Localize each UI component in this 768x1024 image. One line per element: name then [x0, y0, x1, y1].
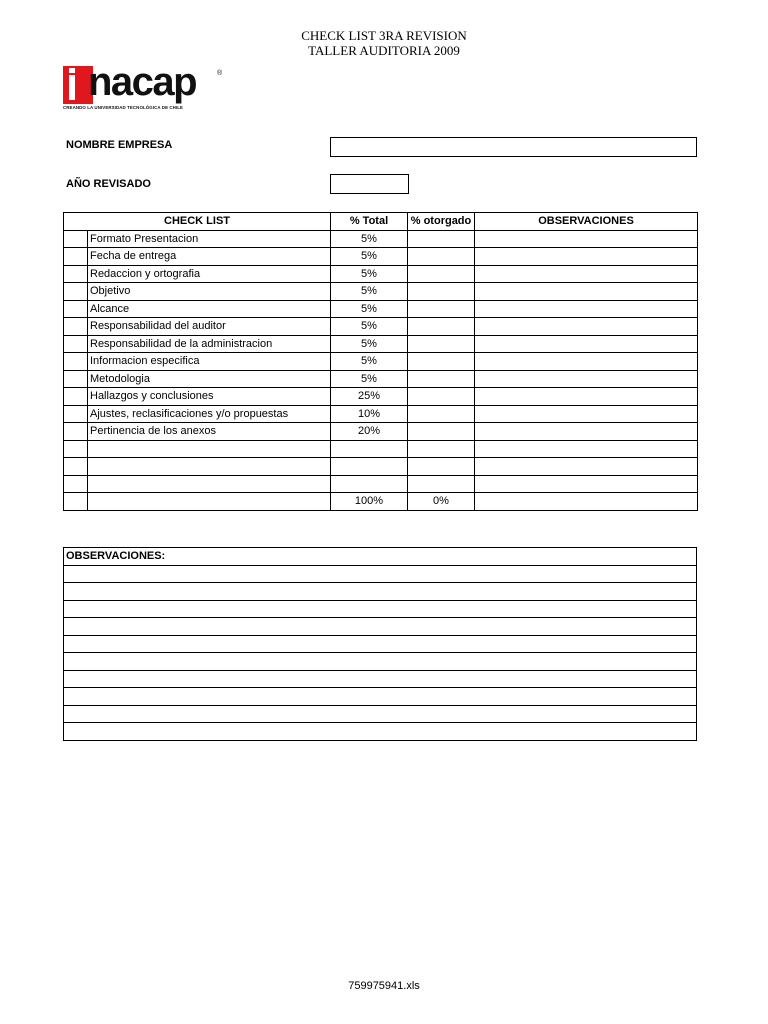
row-total: 5% [331, 335, 408, 353]
observation-line-cell[interactable] [64, 583, 697, 601]
row-observaciones[interactable] [475, 265, 698, 283]
logo-wordmark: nacap [88, 60, 197, 104]
row-observaciones[interactable] [475, 283, 698, 301]
row-item: Alcance [88, 300, 331, 318]
row-check-cell[interactable] [64, 318, 88, 336]
row-check-cell[interactable] [64, 475, 88, 493]
row-item: Objetivo [88, 283, 331, 301]
row-total: 5% [331, 318, 408, 336]
company-label: NOMBRE EMPRESA [66, 139, 173, 151]
observations-header-row [64, 548, 697, 566]
observation-line[interactable] [64, 705, 697, 723]
row-check-cell[interactable] [64, 423, 88, 441]
row-item [88, 475, 331, 493]
row-otorgado[interactable] [408, 230, 475, 248]
table-row [64, 230, 698, 248]
row-total [331, 440, 408, 458]
row-observaciones[interactable] [475, 388, 698, 406]
table-row [64, 458, 698, 476]
row-check-cell[interactable] [64, 440, 88, 458]
row-check-cell[interactable] [64, 265, 88, 283]
observations-table [63, 547, 697, 741]
row-check-cell[interactable] [64, 335, 88, 353]
year-field[interactable] [330, 174, 409, 194]
row-check-cell[interactable] [64, 300, 88, 318]
row-observaciones[interactable] [475, 318, 698, 336]
header-checklist: CHECK LIST [64, 213, 331, 231]
document-title: CHECK LIST 3RA REVISION [301, 28, 467, 43]
row-observaciones[interactable] [475, 353, 698, 371]
row-item: Fecha de entrega [88, 248, 331, 266]
row-item: Informacion especifica [88, 353, 331, 371]
observation-line[interactable] [64, 635, 697, 653]
row-total: 5% [331, 300, 408, 318]
row-total: 25% [331, 388, 408, 406]
table-row [64, 335, 698, 353]
row-otorgado[interactable] [408, 283, 475, 301]
row-observaciones[interactable] [475, 370, 698, 388]
footer-filename: 759975941.xls [348, 980, 420, 992]
observation-line-cell[interactable] [64, 670, 697, 688]
totals-row [64, 493, 698, 511]
row-item: Hallazgos y conclusiones [88, 388, 331, 406]
row-item: Responsabilidad de la administracion [88, 335, 331, 353]
row-item: Formato Presentacion [88, 230, 331, 248]
observation-line-cell[interactable] [64, 618, 697, 636]
row-otorgado[interactable] [408, 405, 475, 423]
row-otorgado[interactable] [408, 458, 475, 476]
row-item: Pertinencia de los anexos [88, 423, 331, 441]
observation-line[interactable] [64, 653, 697, 671]
totals-item [88, 493, 331, 511]
row-otorgado[interactable] [408, 475, 475, 493]
row-total: 5% [331, 370, 408, 388]
observation-line[interactable] [64, 670, 697, 688]
table-row [64, 248, 698, 266]
row-item [88, 458, 331, 476]
row-total: 5% [331, 265, 408, 283]
table-row [64, 283, 698, 301]
observation-line[interactable] [64, 600, 697, 618]
row-otorgado[interactable] [408, 388, 475, 406]
totals-otorgado: 0% [408, 493, 475, 511]
row-otorgado[interactable] [408, 318, 475, 336]
row-item: Redaccion y ortografia [88, 265, 331, 283]
row-observaciones[interactable] [475, 475, 698, 493]
observation-line-cell[interactable] [64, 635, 697, 653]
table-row [64, 265, 698, 283]
row-check-cell[interactable] [64, 370, 88, 388]
table-row [64, 440, 698, 458]
row-total: 5% [331, 248, 408, 266]
table-row [64, 370, 698, 388]
row-observaciones[interactable] [475, 440, 698, 458]
row-total: 5% [331, 230, 408, 248]
checklist-table [63, 212, 698, 511]
logo-tagline: CREANDO LA UNIVERSIDAD TECNOLÓGICA DE CHILE [63, 105, 184, 110]
row-check-cell[interactable] [64, 230, 88, 248]
table-row [64, 423, 698, 441]
header-otorgado: % otorgado [408, 213, 475, 231]
row-otorgado[interactable] [408, 423, 475, 441]
observation-line[interactable] [64, 618, 697, 636]
observation-line-cell[interactable] [64, 723, 697, 741]
observation-line-cell[interactable] [64, 705, 697, 723]
totals-check-cell [64, 493, 88, 511]
row-observaciones[interactable] [475, 248, 698, 266]
row-check-cell[interactable] [64, 248, 88, 266]
row-check-cell[interactable] [64, 458, 88, 476]
totals-observaciones [475, 493, 698, 511]
row-otorgado[interactable] [408, 440, 475, 458]
row-total: 10% [331, 405, 408, 423]
logo-registered-mark: ® [217, 70, 223, 77]
table-row [64, 388, 698, 406]
row-observaciones[interactable] [475, 230, 698, 248]
row-item: Metodologia [88, 370, 331, 388]
observation-line[interactable] [64, 723, 697, 741]
row-check-cell[interactable] [64, 353, 88, 371]
table-row [64, 318, 698, 336]
row-observaciones[interactable] [475, 405, 698, 423]
row-otorgado[interactable] [408, 265, 475, 283]
row-otorgado[interactable] [408, 353, 475, 371]
header-total: % Total [331, 213, 408, 231]
row-item [88, 440, 331, 458]
row-observaciones[interactable] [475, 423, 698, 441]
row-item: Responsabilidad del auditor [88, 318, 331, 336]
row-total: 20% [331, 423, 408, 441]
inacap-logo [63, 60, 223, 110]
row-otorgado[interactable] [408, 248, 475, 266]
table-row [64, 300, 698, 318]
row-observaciones[interactable] [475, 335, 698, 353]
checklist-header-row [64, 213, 698, 231]
observation-line-cell[interactable] [64, 653, 697, 671]
observations-label: OBSERVACIONES: [66, 550, 166, 563]
row-check-cell[interactable] [64, 405, 88, 423]
document-subtitle: TALLER AUDITORIA 2009 [308, 43, 460, 58]
row-observaciones[interactable] [475, 458, 698, 476]
observation-line[interactable] [64, 565, 697, 583]
row-total [331, 458, 408, 476]
row-total: 5% [331, 353, 408, 371]
row-otorgado[interactable] [408, 370, 475, 388]
row-item: Ajustes, reclasificaciones y/o propuestas [88, 405, 331, 423]
observation-line[interactable] [64, 583, 697, 601]
year-label: AÑO REVISADO [66, 178, 151, 190]
observation-line-cell[interactable] [64, 565, 697, 583]
row-otorgado[interactable] [408, 335, 475, 353]
table-row [64, 353, 698, 371]
row-total [331, 475, 408, 493]
company-field[interactable] [330, 137, 697, 157]
observation-line[interactable] [64, 688, 697, 706]
table-row [64, 475, 698, 493]
row-total: 5% [331, 283, 408, 301]
header-observaciones: OBSERVACIONES [475, 213, 698, 231]
row-observaciones[interactable] [475, 300, 698, 318]
row-check-cell[interactable] [64, 283, 88, 301]
row-check-cell[interactable] [64, 388, 88, 406]
table-row [64, 405, 698, 423]
observation-line-cell[interactable] [64, 600, 697, 618]
row-otorgado[interactable] [408, 300, 475, 318]
totals-total: 100% [331, 493, 408, 511]
observation-line-cell[interactable] [64, 688, 697, 706]
